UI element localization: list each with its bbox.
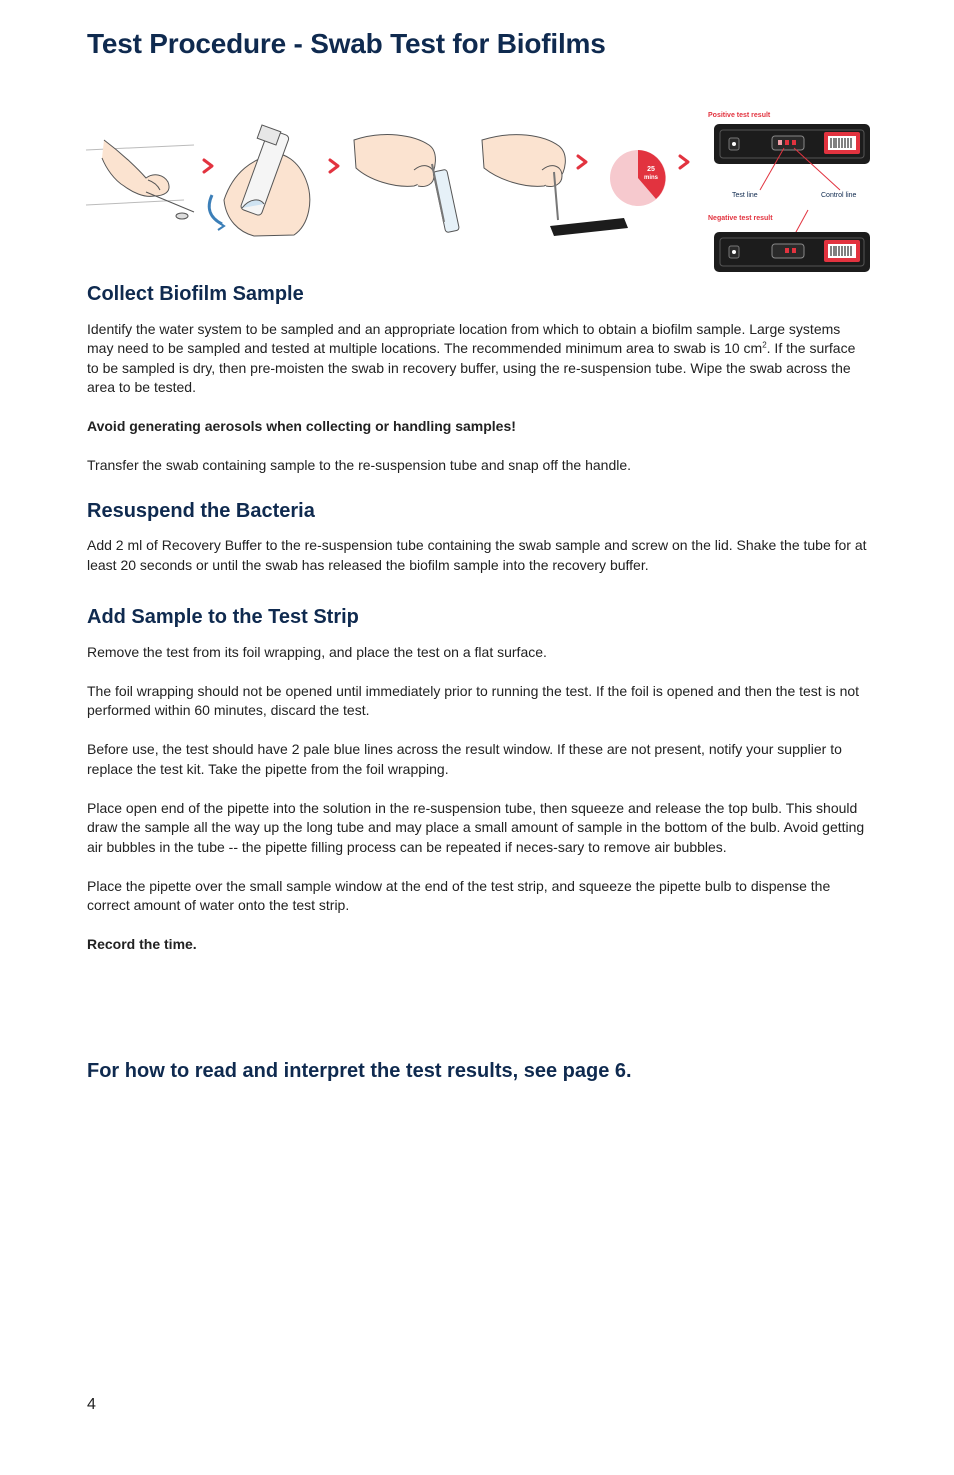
procedure-content: [87, 285, 869, 974]
add-sample-paragraph-1: Remove the test from its foil wrapping, and place the test on a flat surface.: [87, 643, 547, 660]
negative-result-label: Negative test result: [708, 215, 773, 222]
swab-wiping-illustration: [86, 140, 194, 219]
arrow-icon: [204, 160, 212, 172]
arrow-icon: [330, 160, 338, 172]
arrow-icon: [578, 156, 586, 168]
collect-paragraph-2: Transfer the swab containing sample to the re-suspension tube and snap off the handle.: [87, 457, 632, 473]
add-sample-paragraph-2: The foil wrapping should not be opened until immediately prior to running the test. If the foil is opened and then the test is not performed within 60 minutes, discard the test.: [87, 682, 860, 718]
tube-shaking-illustration: [209, 125, 310, 236]
dispense-illustration: [482, 135, 628, 236]
positive-test-strip: [714, 124, 870, 164]
section-heading-resuspend: Resuspend the Bacteria: [87, 499, 315, 522]
aerosol-warning: Avoid generating aerosols when collecting or handling samples!: [87, 418, 516, 434]
control-line-label: Control line: [821, 192, 857, 199]
section-heading-add-sample: Add Sample to the Test Strip: [87, 606, 359, 628]
superscript: 2: [762, 340, 767, 350]
pipette-draw-illustration: [354, 135, 460, 233]
add-sample-paragraph-5: Place the pipette over the small sample window at the end of the test strip, and squeeze the pipette bulb to dispense the correct amount of water onto the test strip.: [87, 877, 831, 913]
collect-p1-text: Identify the water system to be sampled and an appropriate location from which to obtain a biofilm sample. Large systems may need to be sampled and tested at multiple locations. The recommended minimum area to swab is 10 cm: [87, 320, 841, 356]
test-line-label: Test line: [732, 192, 758, 199]
page-title: Test Procedure - Swab Test for Biofilms: [87, 28, 606, 59]
section-heading-collect: Collect Biofilm Sample: [87, 283, 304, 305]
arrow-icon: [680, 156, 688, 168]
collect-paragraph-1: [87, 320, 869, 398]
results-reference-heading: For how to read and interpret the test results, see page 6.: [87, 1060, 632, 1082]
page-number: 4: [87, 1396, 96, 1413]
timer-value: 25: [647, 166, 655, 173]
procedure-illustration: [84, 100, 874, 280]
resuspend-paragraph-1: Add 2 ml of Recovery Buffer to the re-suspension tube containing the swab sample and screw on the lid. Shake the tube for at least 20 seconds or until the swab has released the biofilm sample into the recovery buffer.: [87, 537, 867, 573]
positive-result-label: Positive test result: [708, 112, 771, 119]
timer-unit: mins: [643, 175, 659, 181]
negative-test-strip: [714, 232, 870, 272]
add-sample-paragraph-3: Before use, the test should have 2 pale blue lines across the result window. If these are not present, notify your supplier to replace the test kit. Take the pipette from the foil wrapping.: [87, 741, 842, 777]
collect-p1-text-cont: . If the surface to be sampled is dry, then pre-moisten the swab in recovery buffer, using the re-suspension tube. Wipe the swab across the area to be tested.: [87, 340, 856, 395]
add-sample-paragraph-4: Place open end of the pipette into the solution in the re-suspension tube, then squeeze and release the top bulb. This should draw the sample all the way up the long tube and may place a small amount of sample in the bottom of the bulb. Avoid getting air bubbles in the tube -- the pipette filling process can be repeated if neces-sary to remove air bubbles.: [87, 799, 865, 855]
record-time-note: Record the time.: [87, 936, 197, 952]
timer-icon: [610, 150, 666, 206]
